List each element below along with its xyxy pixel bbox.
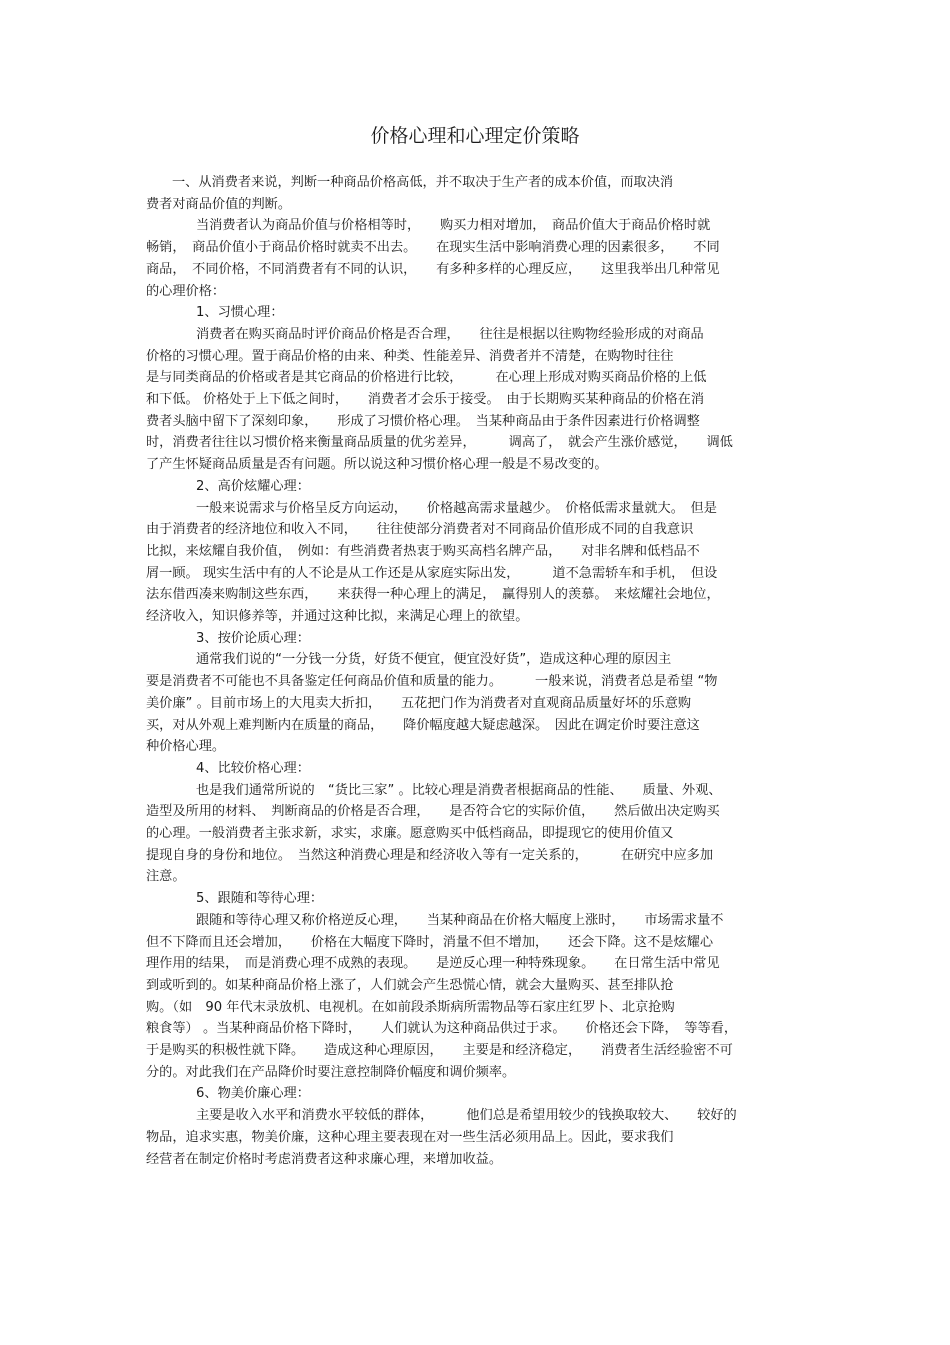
section-heading: 4、比较价格心理： (196, 760, 310, 776)
paragraph-line: 分的。对此我们在产品降价时要注意控制降价幅度和调价频率。 (146, 1064, 516, 1080)
paragraph-line: 经营者在制定价格时考虑消费者这种求廉心理，来增加收益。 (146, 1151, 503, 1167)
paragraph-line: 消费者在购买商品时评价商品价格是否合理， 往往是根据以往购物经验形成的对商品 (196, 326, 704, 342)
paragraph-line: 是与同类商品的价格或者是其它商品的价格进行比较， 在心理上形成对购买商品价格的上低 (146, 370, 707, 386)
paragraph-line: 美价廉” 。目前市场上的大甩卖大折扣， 五花把门作为消费者对直观商品质量好坏的乐意购 (146, 695, 692, 711)
paragraph-line: 买，对从外观上难判断内在质量的商品， 降价幅度越大疑虑越深。 因此在调定价时要注意这 (146, 717, 700, 733)
paragraph-line: 当消费者认为商品价值与价格相等时， 购买力相对增加， 商品价值大于商品价格时就 (196, 218, 711, 234)
paragraph-line: 费者对商品价值的判断。 (146, 196, 292, 212)
paragraph-line: 造型及所用的材料、 判断商品的价格是否合理， 是否符合它的实际价值， 然后做出决定购买 (146, 804, 720, 820)
paragraph-line: 法东借西凑来购制这些东西， 来获得一种心理上的满足， 赢得别人的羡慕。 来炫耀社会地位， (146, 587, 720, 603)
paragraph-line: 畅销， 商品价值小于商品价格时就卖不出去。 在现实生活中影响消费心理的因素很多， 不同 (146, 240, 720, 256)
section-heading: 5、跟随和等待心理： (196, 891, 324, 907)
paragraph-line: 由于消费者的经济地位和收入不同， 往往使部分消费者对不同商品价值形成不同的自我意识 (146, 522, 694, 538)
section-heading: 3、按价论质心理： (196, 630, 310, 646)
paragraph-line: 提现自身的身份和地位。 当然这种消费心理是和经济收入等有一定关系的， 在研究中应多加 (146, 847, 714, 863)
paragraph-line: 商品， 不同价格，不同消费者有不同的认识， 有多种多样的心理反应， 这里我举出几种常见 (146, 261, 720, 277)
paragraph-line: 跟随和等待心理又称价格逆反心理， 当某种商品在价格大幅度上涨时， 市场需求量不 (196, 912, 724, 928)
paragraph-line: 要是消费者不可能也不具备鉴定任何商品价值和质量的能力。 一般来说，消费者总是希望 “物 (146, 674, 718, 690)
paragraph-line: 一般来说需求与价格呈反方向运动， 价格越高需求量越少。 价格低需求量就大。 但是 (196, 500, 717, 516)
paragraph-line: 主要是收入水平和消费水平较低的群体， 他们总是希望用较少的钱换取较大、 较好的 (196, 1108, 737, 1124)
paragraph-line: 时，消费者往往以习惯价格来衡量商品质量的优劣差异， 调高了， 就会产生涨价感觉， 调低 (146, 435, 733, 451)
paragraph-line: 理作用的结果， 而是消费心理不成熟的表现。 是逆反心理一种特殊现象。 在日常生活中常见 (146, 956, 720, 972)
paragraph-line: 的心理。一般消费者主张求新，求实，求廉。愿意购买中低档商品，即提现它的使用价值又 (146, 826, 674, 841)
section-heading: 2、高价炫耀心理： (196, 478, 310, 494)
paragraph-line: 屑一顾。 现实生活中有的人不论是从工作还是从家庭实际出发， 道不急需轿车和手机， 但设 (146, 565, 718, 581)
paragraph-line: 和下低。 价格处于上下低之间时， 消费者才会乐于接受。 由于长期购买某种商品的价格在消 (146, 392, 705, 407)
paragraph-line: 费者头脑中留下了深刻印象， 形成了习惯价格心理。 当某种商品由于条件因素进行价格调整 (146, 413, 700, 429)
paragraph-line: 通常我们说的“一分钱一分货，好货不便宜，便宜没好货”，造成这种心理的原因主 (196, 652, 672, 668)
paragraph-line: 也是我们通常所说的 “货比三家” 。比较心理是消费者根据商品的性能、 质量、外观、 (196, 782, 722, 798)
paragraph-line: 的心理价格： (146, 283, 226, 299)
paragraph-line: 一、从消费者来说，判断一种商品价格高低，并不取决于生产者的成本价值，而取决消 (172, 175, 674, 190)
paragraph-line: 注意。 (146, 869, 186, 885)
paragraph-line: 比拟，来炫耀自我价值， 例如：有些消费者热衷于购买高档名牌产品， 对非名牌和低档品不 (146, 543, 700, 559)
paragraph-line: 粮食等） 。当某种商品价格下降时， 人们就认为这种商品供过于求。 价格还会下降， 等等看， (146, 1021, 738, 1037)
paragraph-line: 但不下降而且还会增加， 价格在大幅度下降时，消量不但不增加， 还会下降。这不是炫耀心 (146, 934, 714, 950)
paragraph-line: 于是购买的积极性就下降。 造成这种心理原因， 主要是和经济稳定， 消费者生活经验密不可 (146, 1043, 733, 1058)
paragraph-line: 物品，追求实惠，物美价廉，这种心理主要表现在对一些生活必须用品上。因此，要求我们 (146, 1129, 674, 1145)
section-heading: 6、物美价廉心理： (196, 1086, 310, 1102)
section-heading: 1、习惯心理： (196, 305, 284, 321)
paragraph-line: 购。（如 90 年代末录放机、电视机。在如前段杀斯病所需物品等石家庄红罗卜、北京抢购 (146, 999, 675, 1015)
paragraph-line: 了产生怀疑商品质量是否有问题。所以说这种习惯价格心理一般是不易改变的。 (146, 457, 608, 473)
document-title: 价格心理和心理定价策略 (370, 125, 580, 147)
paragraph-line: 价格的习惯心理。置于商品价格的由来、种类、性能差异、消费者并不清楚，在购物时往往 (146, 348, 674, 364)
paragraph-line: 经济收入，知识修养等，并通过这种比拟，来满足心理上的欲望。 (146, 609, 529, 624)
paragraph-line: 种价格心理。 (146, 739, 226, 755)
paragraph-line: 到或听到的。如某种商品价格上涨了，人们就会产生恐慌心情，就会大量购买、甚至排队抢 (146, 977, 674, 993)
